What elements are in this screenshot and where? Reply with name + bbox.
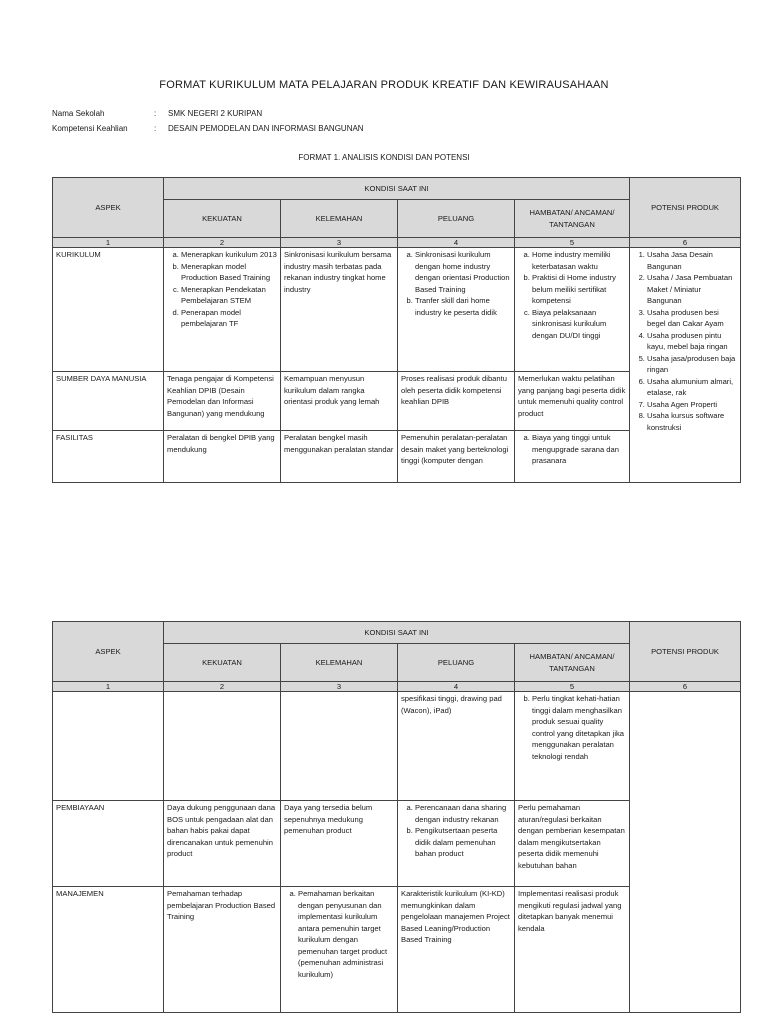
peluang-cell: Karakteristik kurikulum (KI-KD) memungkinkan dalam pengelolaan manajemen Project Based Leaning/Production Based Training	[398, 887, 515, 1013]
col-number: 1	[53, 682, 164, 692]
hambatan-cell	[515, 431, 630, 483]
list-item: a. Perencanaan dana sharing dengan industry rekanan	[415, 802, 511, 825]
hambatan-cell: Perlu pemahaman aturan/regulasi berkaitan dengan pemberian kesempatan dalam mengikutsertakan peserta didik memenuhi kebutuhan bahan	[515, 801, 630, 887]
col-number: 1	[53, 238, 164, 248]
school-label: Nama Sekolah	[52, 109, 105, 118]
school-colon: :	[154, 109, 157, 118]
potensi-cell	[630, 692, 741, 1013]
kekuatan-cell: Tenaga pengajar di Kompetensi Keahlian DPIB (Desain Pemodelan dan Informasi Bangunan) yang mendukung	[164, 372, 281, 431]
header-hambatan: HAMBATAN/ ANCAMAN/ TANTANGAN	[515, 200, 630, 238]
list-item: a. Menerapkan kurikulum 2013	[181, 249, 277, 261]
col-number: 3	[281, 682, 398, 692]
school-value: SMK NEGERI 2 KURIPAN	[168, 109, 263, 118]
header-peluang: PELUANG	[398, 644, 515, 682]
col-number: 2	[164, 682, 281, 692]
aspek-cell: PEMBIAYAAN	[53, 801, 164, 887]
table-row	[53, 248, 741, 372]
col-number: 3	[281, 238, 398, 248]
peluang-cell: Pemenuhin peralatan-peralatan desain maket yang berteknologi tinggi (komputer dengan	[398, 431, 515, 483]
section-subtitle: FORMAT 1. ANALISIS KONDISI DAN POTENSI	[298, 153, 470, 162]
kelemahan-cell	[281, 887, 398, 1013]
list-item: 3. Usaha produsen besi begel dan Cakar Ayam	[647, 307, 737, 330]
list-item: b. Tranfer skill dari home industry ke peserta didik	[415, 295, 511, 318]
list-item: d. Penerapan model pembelajaran TF	[181, 307, 277, 330]
col-number: 6	[630, 238, 741, 248]
table-row	[53, 692, 741, 801]
aspek-cell	[53, 692, 164, 801]
document-title: FORMAT KURIKULUM MATA PELAJARAN PRODUK KREATIF DAN KEWIRAUSAHAAN	[159, 79, 609, 91]
list-item: 5. Usaha jasa/produsen baja ringan	[647, 353, 737, 376]
aspek-cell: KURIKULUM	[53, 248, 164, 372]
list-item: a. Pemahaman berkaitan dengan penyusunan dan implementasi kurikulum antara pemenuhin target kurikulum dengan pemenuhan target product (pemenuhan administrasi kurikulum)	[298, 888, 394, 980]
list-item: 6. Usaha alumunium almari, etalase, rak	[647, 376, 737, 399]
list-item: a. Home industry memiliki keterbatasan waktu	[532, 249, 626, 272]
kekuatan-cell: Pemahaman terhadap pembelajaran Production Based Training	[164, 887, 281, 1013]
kekuatan-cell: Peralatan di bengkel DPIB yang mendukung	[164, 431, 281, 483]
list-item: 1. Usaha Jasa Desain Bangunan	[647, 249, 737, 272]
hambatan-cell: Implementasi realisasi produk mengikuti regulasi jadwal yang ditetapkan banyak menemui kendala	[515, 887, 630, 1013]
list-item: 2. Usaha / Jasa Pembuatan Maket / Miniatur Bangunan	[647, 272, 737, 307]
list-item: c. Menerapkan Pendekatan Pembelajaran STEM	[181, 284, 277, 307]
header-kekuatan: KEKUATAN	[164, 200, 281, 238]
list-item: a. Biaya yang tinggi untuk mengupgrade sarana dan prasanara	[532, 432, 626, 467]
analysis-table-2	[52, 621, 741, 1013]
col-number: 5	[515, 238, 630, 248]
potensi-cell	[630, 248, 741, 483]
list-item: 7. Usaha Agen Properti	[647, 399, 737, 411]
competency-colon: :	[154, 124, 157, 133]
list-item: b. Pengikutsertaan peserta didik dalam pemenuhan bahan product	[415, 825, 511, 860]
kelemahan-cell	[281, 692, 398, 801]
aspek-cell: SUMBER DAYA MANUSIA	[53, 372, 164, 431]
list-item: 4. Usaha produsen pintu kayu, mebel baja ringan	[647, 330, 737, 353]
list-item: b. Menerapkan model Production Based Training	[181, 261, 277, 284]
hambatan-cell: Memerlukan waktu pelatihan yang panjang bagi peserta didik untuk memenuhi quality control product	[515, 372, 630, 431]
list-item: c. Biaya pelaksanaan sinkronisasi kurikulum dengan DU/DI tinggi	[532, 307, 626, 342]
header-peluang: PELUANG	[398, 200, 515, 238]
header-potensi: POTENSI PRODUK	[630, 178, 741, 238]
kelemahan-cell: Sinkronisasi kurikulum bersama industry masih terbatas pada rekanan industry tingkat home industry	[281, 248, 398, 372]
analysis-table-1	[52, 177, 741, 483]
peluang-cell: spesifikasi tinggi, drawing pad (Wacon), iPad)	[398, 692, 515, 801]
peluang-cell	[398, 801, 515, 887]
header-kelemahan: KELEMAHAN	[281, 200, 398, 238]
hambatan-cell	[515, 692, 630, 801]
header-hambatan: HAMBATAN/ ANCAMAN/ TANTANGAN	[515, 644, 630, 682]
aspek-cell: FASILITAS	[53, 431, 164, 483]
header-aspek: ASPEK	[53, 178, 164, 238]
kelemahan-cell: Kemampuan menyusun kurikulum dalam rangka orientasi produk yang lemah	[281, 372, 398, 431]
hambatan-cell	[515, 248, 630, 372]
col-number: 6	[630, 682, 741, 692]
header-kekuatan: KEKUATAN	[164, 644, 281, 682]
header-potensi: POTENSI PRODUK	[630, 622, 741, 682]
kelemahan-cell: Daya yang tersedia belum sepenuhnya medukung pemenuhan product	[281, 801, 398, 887]
header-kondisi: KONDISI SAAT INI	[164, 178, 630, 200]
peluang-cell	[398, 248, 515, 372]
kekuatan-cell: Daya dukung penggunaan dana BOS untuk pengadaan alat dan bahan habis pakai dapat direncanakan untuk pemenuhin product	[164, 801, 281, 887]
kekuatan-cell	[164, 248, 281, 372]
header-kelemahan: KELEMAHAN	[281, 644, 398, 682]
col-number: 5	[515, 682, 630, 692]
kekuatan-cell	[164, 692, 281, 801]
list-item: b. Praktisi di Home industry belum meiliki sertifikat kompetensi	[532, 272, 626, 307]
aspek-cell: MANAJEMEN	[53, 887, 164, 1013]
competency-value: DESAIN PEMODELAN DAN INFORMASI BANGUNAN	[168, 124, 364, 133]
list-item: a. Sinkronisasi kurikulum dengan home industry dengan orientasi Production Based Training	[415, 249, 511, 295]
competency-label: Kompetensi Keahlian	[52, 124, 128, 133]
list-item: 8. Usaha kursus software konstruksi	[647, 410, 737, 433]
col-number: 2	[164, 238, 281, 248]
col-number: 4	[398, 238, 515, 248]
kelemahan-cell: Peralatan bengkel masih menggunakan peralatan standar	[281, 431, 398, 483]
list-item: b. Perlu tingkat kehati-hatian tinggi dalam menghasilkan produk sesuai quality control yang ditetapkan jika menggunakan peralatan teknologi rendah	[532, 693, 626, 762]
col-number: 4	[398, 682, 515, 692]
header-aspek: ASPEK	[53, 622, 164, 682]
peluang-cell: Proses realisasi produk dibantu oleh peserta didik kompetensi keahlian DPIB	[398, 372, 515, 431]
header-kondisi: KONDISI SAAT INI	[164, 622, 630, 644]
